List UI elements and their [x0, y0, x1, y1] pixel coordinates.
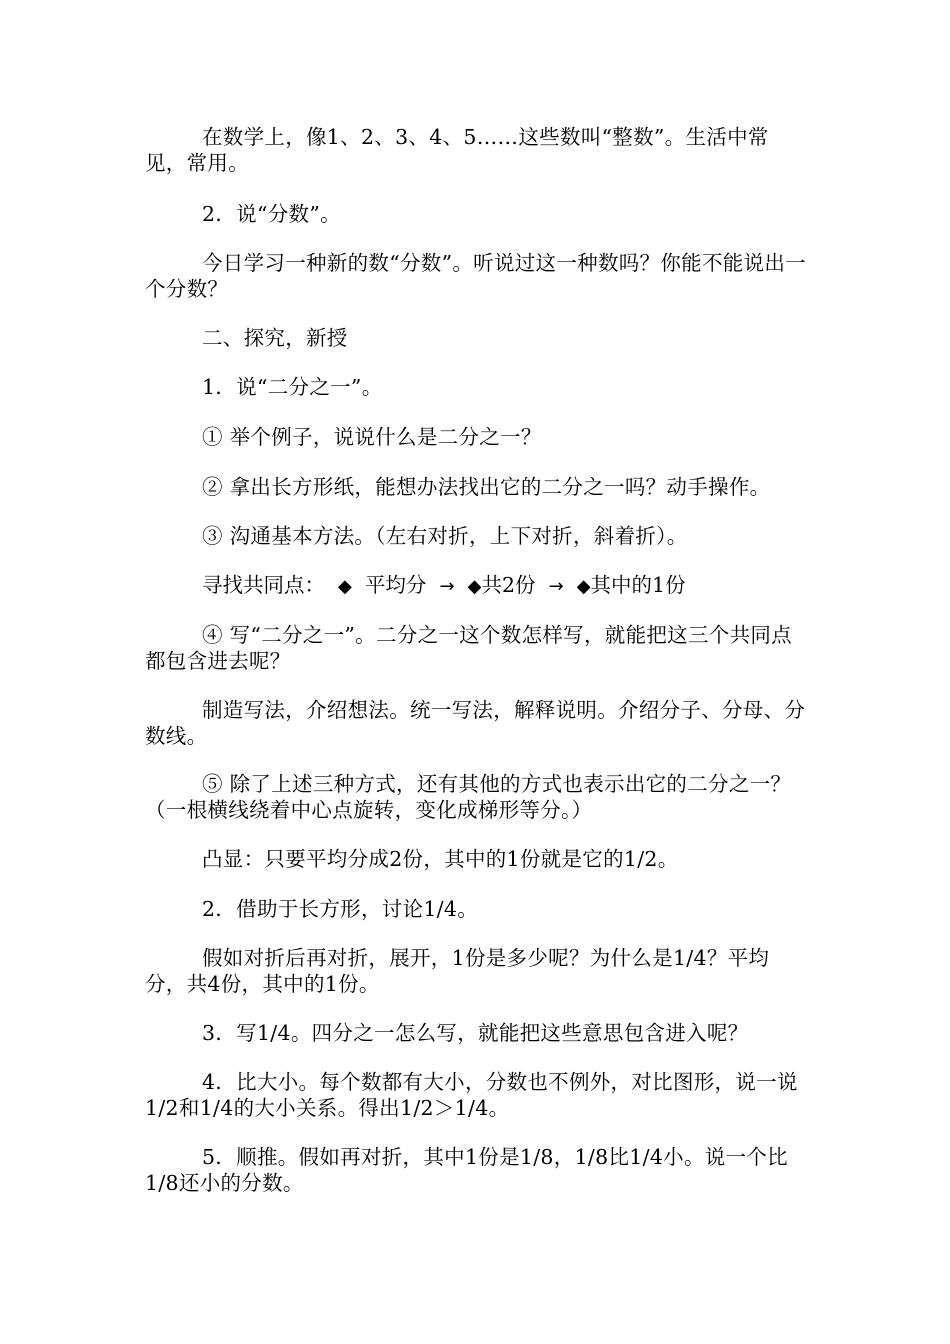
paragraph-integers: 在数学上，像1、2、3、4、5……这些数叫“整数”。生活中常见，常用。 — [145, 125, 769, 175]
diamond-icon: ◆ — [338, 576, 352, 597]
step-3-methods: ③ 沟通基本方法。（左右对折，上下对折，斜着折）。 — [202, 524, 688, 548]
step-1-example: ① 举个例子，说说什么是二分之一？ — [202, 425, 542, 449]
heading-compare: 4．比大小。每个数都有大小，分数也不例外，对比图形，说一说1/2和1/4的大小关系。得出1/2＞1/4。 — [145, 1070, 798, 1120]
paragraph-fold-again: 假如对折后再对折，展开，1份是多少呢？为什么是1/4？平均分，共4份，其中的1份。 — [145, 946, 770, 996]
common-points-label: 寻找共同点： — [202, 573, 325, 597]
heading-deduce: 5．顺推。假如再对折，其中1份是1/8，1/8比1/4小。说一个比1/8还小的分数。 — [145, 1145, 788, 1195]
paragraph-notation: 制造写法，介绍想法。统一写法，解释说明。介绍分子、分母、分数线。 — [145, 698, 806, 748]
diamond-icon: ◆ — [576, 576, 591, 597]
arrow-right-icon: → — [439, 576, 455, 597]
step-2-rectangle-paper: ② 拿出长方形纸，能想办法找出它的二分之一吗？动手操作。 — [202, 475, 771, 499]
common-point-1: 平均分 — [364, 573, 427, 597]
arrow-right-icon: → — [548, 576, 564, 597]
section-heading-explore: 二、探究，新授 — [202, 326, 348, 350]
paragraph-highlight: 凸显：只要平均分成2份，其中的1份就是它的1/2。 — [202, 847, 679, 871]
diamond-icon: ◆ — [467, 576, 482, 597]
step-5-other-ways: ⑤ 除了上述三种方式，还有其他的方式也表示出它的二分之一？（一根横线绕着中心点旋转，变化成梯形等分。） — [145, 772, 792, 822]
heading-say-fraction: 2．说“分数”。 — [202, 202, 341, 226]
heading-one-quarter: 2．借助于长方形，讨论1/4。 — [202, 897, 479, 921]
heading-write-quarter: 3．写1/4。四分之一怎么写，就能把这些意思包含进入呢？ — [202, 1021, 749, 1045]
common-points-row — [202, 572, 686, 600]
common-point-3: 其中的1份 — [590, 573, 686, 597]
paragraph-new-number: 今日学习一种新的数“分数”。听说过这一种数吗？你能不能说出一个分数？ — [145, 251, 806, 301]
common-point-2: 共2份 — [481, 573, 536, 597]
heading-one-half: 1．说“二分之一”。 — [202, 375, 383, 399]
step-4-write-half: ④ 写“二分之一”。二分之一这个数怎样写，就能把这三个共同点都包含进去呢？ — [145, 623, 792, 673]
